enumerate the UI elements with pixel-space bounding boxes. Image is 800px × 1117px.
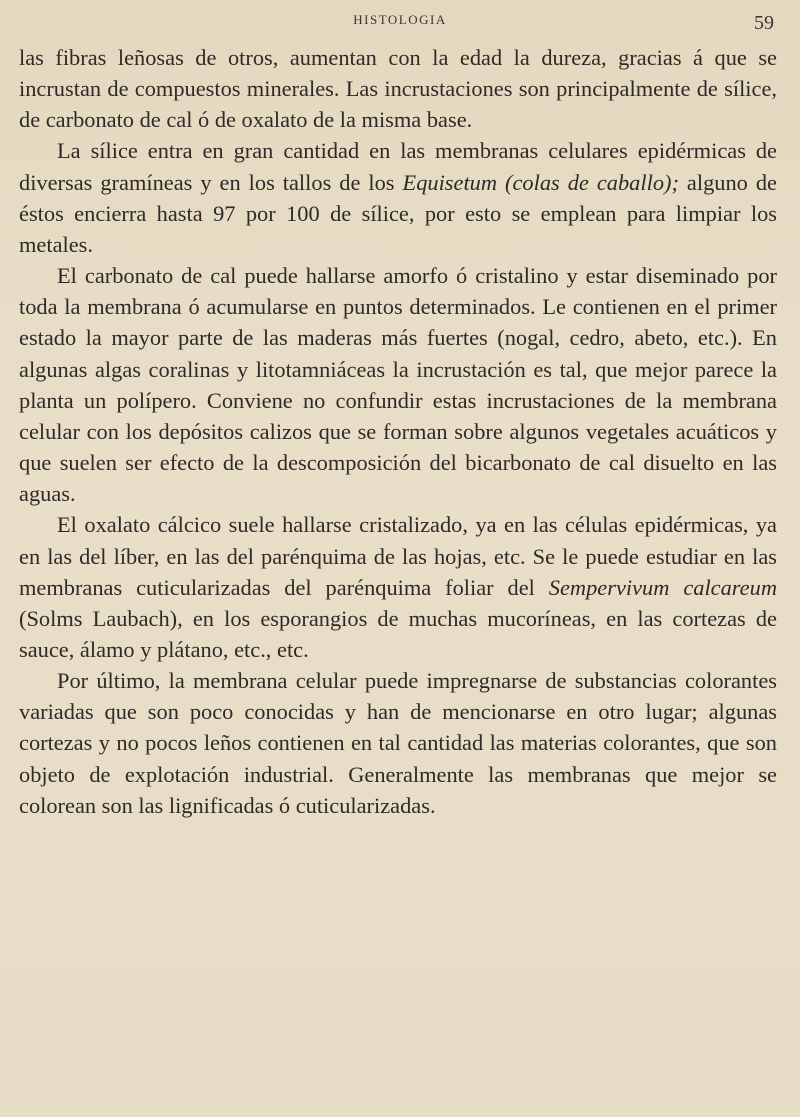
text-run: (Solms Laubach), en los esporangios de muchas mucoríneas, en las cortezas de sauce, álamo y plátano, etc., etc. xyxy=(19,605,777,662)
text-run: El carbonato de cal puede hallarse amorfo ó cristalino y estar diseminado por toda la membrana ó acumularse en puntos determinados. Le contienen en el primer estado la mayor parte de las maderas más fuertes (nogal, cedro, abeto, etc.). En algunas algas coralinas y litotamniáceas la incrustación es tal, que mejor parece la planta un polípero. Conviene no confundir estas incrustaciones de la membrana celular con los depósitos calizos que se forman sobre algunos vegetales acuáticos y que suelen ser efecto de la descomposición del bicarbonato de cal disuelto en las aguas. xyxy=(19,263,777,507)
text-run: Por último, la membrana celular puede impregnarse de substancias colorantes variadas que son poco conocidas y han de mencionarse en otro lugar; algunas cortezas y no pocos leños contienen en tal cantidad las materias colorantes, que son objeto de explotación industrial. Generalmente las membranas que mejor se colorean son las lignificadas ó cuticularizadas. xyxy=(19,668,777,818)
page-number: 59 xyxy=(754,12,774,34)
text-run: las fibras leñosas de otros, aumentan con la edad la dureza, gracias á que se incrustan de compuestos minerales. Las incrustaciones son principalmente de sílice, de carbonato de cal ó de oxalato de la misma base. xyxy=(19,45,777,133)
running-head-title: HISTOLOGIA xyxy=(353,12,447,27)
running-header xyxy=(0,12,800,34)
italic-taxon-name: Equisetum (colas de caballo); xyxy=(402,169,679,195)
italic-taxon-name: Sempervivum calcareum xyxy=(548,574,777,600)
text-run: alguno de éstos encierra hasta 97 por 100 de sílice, por esto se emplean para limpiar los metales. xyxy=(19,169,777,257)
paragraph xyxy=(19,42,777,135)
body-text xyxy=(19,42,777,821)
paragraph xyxy=(19,665,777,821)
paragraph xyxy=(19,260,777,509)
text-run: El oxalato cálcico suele hallarse cristalizado, ya en las células epidérmicas, ya en las del líber, en las del parénquima de las hojas, etc. Se le puede estudiar en las membranas cuticularizadas del parénquima foliar del xyxy=(19,512,777,600)
text-run: La sílice entra en gran cantidad en las membranas celulares epidérmicas de diversas gramíneas y en los tallos de los xyxy=(19,138,777,195)
paragraph xyxy=(19,135,777,260)
paragraph xyxy=(19,509,777,665)
